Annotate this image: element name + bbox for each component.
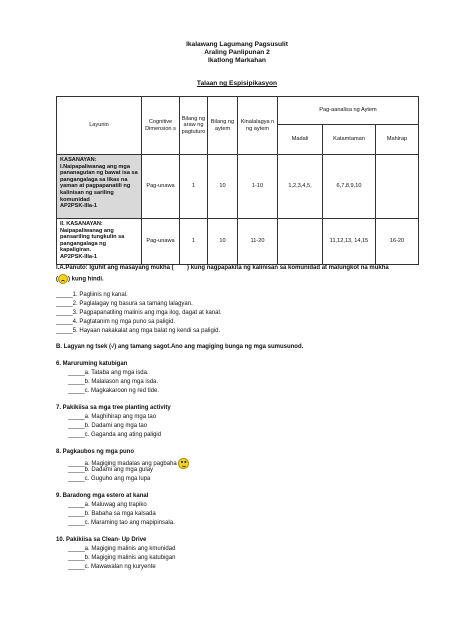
layunin-heading: KASANAYAN:: [60, 157, 97, 163]
question-option: _____b. Malalason ang mga isda.: [68, 379, 159, 385]
quarter-title: Ikatlong Markahan: [208, 57, 266, 64]
question-option: _____c. Magkakaroon ng red tide.: [68, 388, 160, 394]
madali-cell: [278, 219, 323, 265]
layunin-cell: [57, 155, 142, 219]
specification-table: [56, 96, 419, 265]
header-pagaanalisa: Pag-aanalisa ng Aytem: [278, 97, 419, 125]
question-option: _____b. Dadami ang mga gulay: [68, 467, 154, 473]
question-option: _____c. Gaganda ang ating paligid: [68, 432, 162, 438]
aytem-cell: 10: [208, 219, 238, 265]
layunin-code: AP2PSK-IIIa-1: [60, 253, 97, 260]
exam-title: Ikalawang Lagumang Pagsusulit: [186, 41, 288, 48]
header-bilang-aytem: Bilang ng aytem: [208, 97, 238, 155]
header-bilang-araw: Bilang ng araw ng pagtuturo: [180, 97, 208, 155]
question-title: 10. Pakikiisa sa Clean- Up Drive: [56, 537, 147, 543]
question-option: _____a. Magiging malinis ang kmunidad: [68, 546, 176, 552]
katamtaman-cell: 6,7,8,9,10: [323, 155, 376, 219]
question-title: 8. Pagkaubos ng mga puno: [56, 449, 135, 455]
layunin-text: Naipapaliwanag ang pansariling tungkulin sa pangangalaga ng kapaligiran.: [60, 227, 125, 254]
question-option: _____a. Maluwag ang trapiko: [68, 502, 147, 508]
header-madali: Madali: [278, 125, 323, 155]
part-b-instruction: B. Lagyan ng tsek (√) ang tamang sagot.Ano ang magiging bunga ng mga sumusunod.: [56, 344, 304, 350]
question-option: _____a. Maghihirap ang mga tao: [68, 414, 157, 420]
question-title: 9. Baradong mga estero at kanal: [56, 493, 149, 499]
part-a-instruction-cont: ( ) kung hindi.: [56, 274, 104, 284]
layunin-heading: II. KASANAYAN:: [60, 221, 103, 227]
list-item: _____5. Hayaan nakakalat ang mga balat ng kendi sa paligid.: [56, 328, 221, 334]
katamtaman-cell: 11,12,13, 14,15: [323, 219, 376, 265]
table-row: [57, 155, 419, 219]
question-title: 6. Maruruming katubigan: [56, 361, 128, 367]
layunin-cell: [57, 219, 142, 265]
layunin-code: AP2PSK-IIIa-1: [60, 203, 97, 210]
question-option: _____b. Magiging malinis ang katubigan: [68, 555, 176, 561]
header-kinalalagyan: Kinalalagya n ng aytem: [238, 97, 278, 155]
header-mahirap: Mahirap: [376, 125, 419, 155]
question-option: _____a. Tataba ang mga isda.: [68, 370, 149, 376]
araw-cell: 1: [180, 219, 208, 265]
header-katamtaman: Katamtaman: [323, 125, 376, 155]
part-a-instruction: I.A.Panuto: Iguhit ang masayang mukha ( ) kung nagpapakita ng kalinisan sa komunidad at malungkot na mukha: [56, 265, 389, 271]
question-option: _____b. Dadami ang mga tao: [68, 423, 148, 429]
list-item: _____1. Pagliinis ng kanal.: [56, 292, 128, 298]
subject-title: Araling Panlipunan 2: [204, 49, 270, 56]
list-item: _____3. Pagpapanatiling malinis ang mga ilog, dagat at kanal.: [56, 310, 222, 316]
table-row: [57, 219, 419, 265]
mahirap-cell: [376, 155, 419, 219]
list-item: _____2. Paglalagay ng basura sa tamang lalagyan.: [56, 301, 193, 307]
question-option: _____c. Mawawalan ng kuryente: [68, 564, 156, 570]
kinalalagyan-cell: 11-20: [238, 219, 278, 265]
cognitive-cell: Pag-unawa: [142, 155, 180, 219]
header-cognitive: Cognitive Dimension s: [142, 97, 180, 155]
cognitive-cell: Pag-unawa: [142, 219, 180, 265]
header-layunin: Layunin: [57, 97, 142, 155]
question-option: _____a. Magiging madalas ang pagbaha: [68, 458, 189, 469]
smiley-face-icon: [178, 458, 189, 469]
madali-cell: 1,2,3,4,5,: [278, 155, 323, 219]
list-item: _____4. Pagtatanim ng mga puno sa paligid.: [56, 319, 176, 325]
layunin-text: I.Naipapaliwanag ang mga pananagutan ng bawat isa sa pangangalaga sa likas na yaman at pagpapanatili ng kalinisan ng sariling komunidad: [60, 163, 138, 203]
question-option: _____c. Maraming tao ang mapipinsala.: [68, 520, 175, 526]
aytem-cell: 10: [208, 155, 238, 219]
table-title: Talaan ng Espisipikasyon: [196, 80, 278, 87]
araw-cell: 1: [180, 155, 208, 219]
question-option: _____c. Guguho ang mga lupa: [68, 476, 151, 482]
question-title: 7. Pakikiisa sa mga tree planting activity: [56, 405, 171, 411]
sad-face-icon: [58, 274, 68, 284]
question-option: _____b. Babaha sa mga kalsada: [68, 511, 156, 517]
kinalalagyan-cell: 1-10: [238, 155, 278, 219]
mahirap-cell: 16-20: [376, 219, 419, 265]
